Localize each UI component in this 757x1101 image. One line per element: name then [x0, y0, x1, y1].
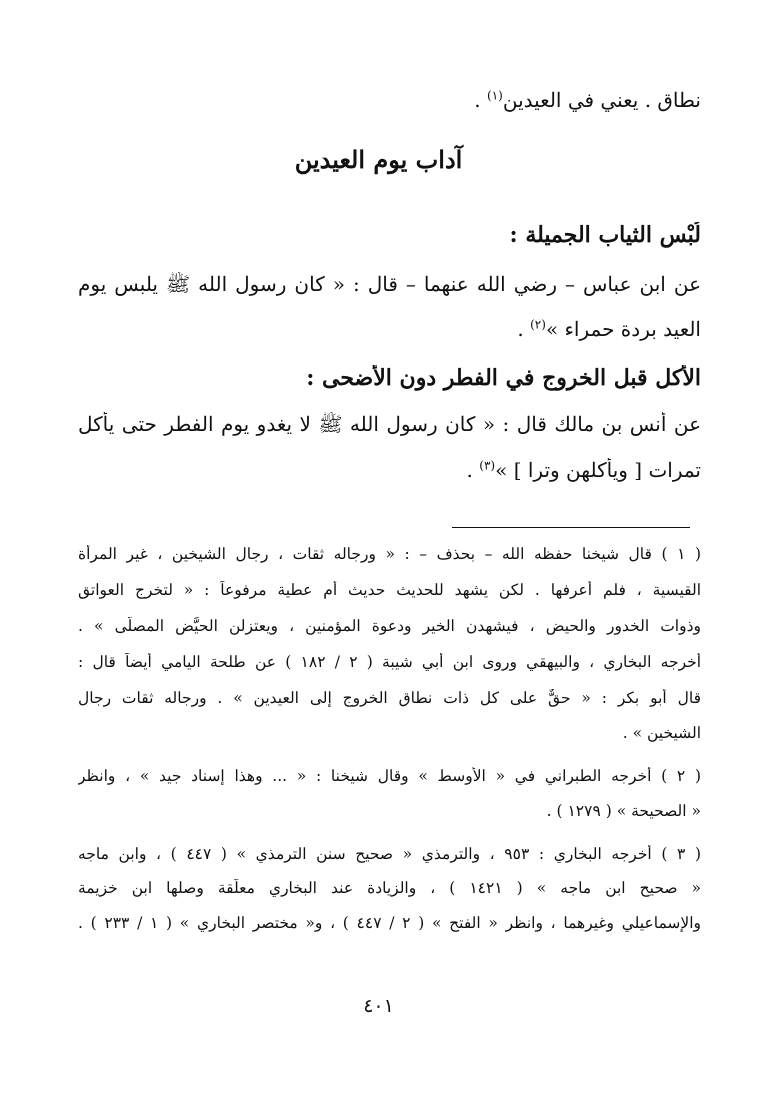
footnote-ref-3: (٣) [479, 458, 496, 473]
footnote-2-line: ( ٢ ) أخرجه الطبراني في « الأوسط » وقال شيخنا : « ... وهذا إسناد جيد » ، وانظر [78, 767, 701, 785]
footnote-1-line: ( ١ ) قال شيخنا حفظه الله – بحذف – : « ورجاله ثقات ، رجال الشيخين ، غير المرأة [78, 545, 701, 563]
footnote-3-line: ( ٣ ) أخرجه البخاري : ٩٥٣ ، والترمذي « صحيح سنن الترمذي » ( ٤٤٧ ) ، وابن ماجه [78, 845, 701, 863]
footnote-separator [452, 527, 690, 528]
footnote-3-line: « صحيح ابن ماجه » ( ١٤٢١ ) ، والزيادة عند البخاري معلّقة وصلها ابن خزيمة [78, 879, 701, 897]
body-line [78, 317, 701, 341]
section-heading-eating: الأكل قبل الخروج في الفطر دون الأضحى : [306, 365, 701, 391]
footnote-2-line: « الصحيحة » ( ١٢٧٩ ) . [546, 802, 701, 820]
period: . [466, 458, 473, 482]
footnote-1-line: أخرجه البخاري ، والبيهقي وروى ابن أبي شيبة ( ٢ / ١٨٢ ) عن طلحة اليامي أيضاً قال : [78, 653, 701, 671]
body-line: عن ابن عباس – رضي الله عنهما – قال : « كان رسول الله ﷺ يلبس يوم [78, 272, 701, 296]
body-line [78, 458, 701, 482]
opening-text: نطاق . يعني في العيدين [502, 88, 701, 112]
footnote-ref-1: (١) [487, 88, 503, 103]
footnote-3-line: والإسماعيلي وغيرهما ، وانظر « الفتح » ( ٢ / ٤٤٧ ) ، و« مختصر البخاري » ( ١ / ٢٣٣ ) . [78, 914, 701, 932]
opening-line [78, 88, 701, 112]
body-line-text: العيد بردة حمراء » [545, 317, 701, 341]
page-number: ٤٠١ [363, 995, 394, 1017]
body-line-text: تمرات [ ويأكلهن وترا ] » [495, 458, 701, 482]
opening-period: . [474, 88, 481, 112]
body-line: عن أنس بن مالك قال : « كان رسول الله ﷺ لا يغدو يوم الفطر حتى يأكل [78, 412, 701, 436]
period: . [517, 317, 524, 341]
section-heading-clothing: لُبْس الثياب الجميلة : [509, 222, 701, 248]
footnote-ref-2: (٢) [530, 317, 546, 332]
chapter-title: آداب يوم العيدين [294, 145, 463, 174]
footnote-1-line: قال أبو بكر : « حقٌّ على كل ذات نطاق الخروج إلى العيدين » . ورجاله ثقات رجال [78, 689, 701, 707]
footnote-1-line: القيسية ، فلم أعرفها . لكن يشهد للحديث حديث أم عطية مرفوعاً : « لتخرج العواتق [78, 581, 701, 599]
footnote-1-line: وذوات الخدور والحيض ، فيشهدن الخير ودعوة المؤمنين ، ويعتزلن الحيَّض المصلّى » . [78, 617, 701, 635]
footnote-1-line: الشيخين » . [622, 724, 701, 742]
